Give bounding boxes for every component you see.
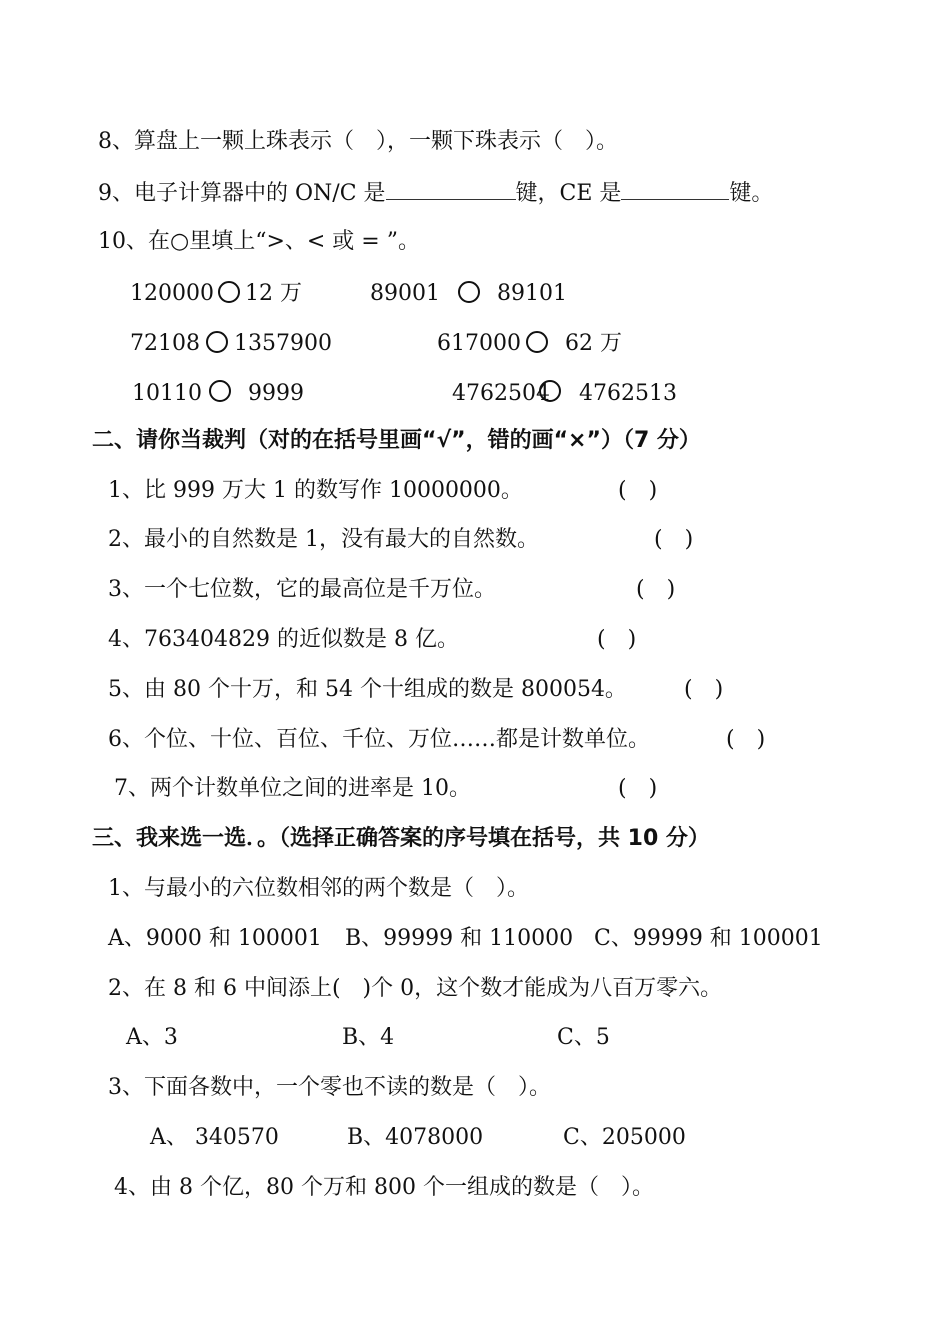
option-a[interactable]: A、3 <box>126 1025 178 1050</box>
option-c[interactable]: C、205000 <box>563 1125 686 1150</box>
judge-item-6: 6、个位、十位、百位、千位、万位……都是计数单位。 <box>108 727 650 752</box>
choice-question-2: 2、在 8 和 6 中间添上( )个 0，这个数才能成为八百万零六。 <box>108 976 723 1001</box>
judge-item-4: 4、763404829 的近似数是 8 亿。 <box>108 627 459 652</box>
judge-paren[interactable]: ( ) <box>636 577 676 602</box>
compare-right: 9999 <box>248 381 304 406</box>
compare-left: 89001 <box>370 281 440 306</box>
question-9-part-c: 键。 <box>729 181 774 206</box>
judge-item-7: 7、两个计数单位之间的进率是 10。 <box>114 776 471 801</box>
answer-blank[interactable] <box>621 177 729 200</box>
compare-right: 4762513 <box>579 381 677 406</box>
compare-left: 617000 <box>437 331 521 356</box>
choice-question-3: 3、下面各数中，一个零也不读的数是（ ）。 <box>108 1075 551 1100</box>
compare-left: 10110 <box>132 381 202 406</box>
option-b[interactable]: B、4078000 <box>347 1125 484 1150</box>
question-9-part-b: 键，CE 是 <box>515 181 622 206</box>
judge-paren[interactable]: ( ) <box>726 727 766 752</box>
judge-item-1: 1、比 999 万大 1 的数写作 10000000。 <box>108 478 523 503</box>
question-10: 10、在○里填上“>、< 或 = ”。 <box>98 229 420 254</box>
judge-paren[interactable]: ( ) <box>684 677 724 702</box>
compare-left: 120000 <box>130 281 214 306</box>
compare-circle[interactable] <box>209 380 231 402</box>
choice-question-4: 4、由 8 个亿，80 个万和 800 个一组成的数是（ ）。 <box>114 1175 654 1200</box>
section-2-title: 二、请你当裁判（对的在括号里画“√”，错的画“×”）（7 分） <box>92 428 701 453</box>
compare-right: 1357900 <box>234 331 332 356</box>
judge-item-2: 2、最小的自然数是 1，没有最大的自然数。 <box>108 527 539 552</box>
compare-circle[interactable] <box>458 281 480 303</box>
judge-paren[interactable]: ( ) <box>597 627 637 652</box>
question-9 <box>98 177 773 209</box>
answer-blank[interactable] <box>386 177 516 200</box>
option-b[interactable]: B、99999 和 110000 <box>345 926 574 951</box>
judge-paren[interactable]: ( ) <box>654 527 694 552</box>
judge-paren[interactable]: ( ) <box>618 776 658 801</box>
choice-question-1: 1、与最小的六位数相邻的两个数是（ ）。 <box>108 876 529 901</box>
option-a[interactable]: A、9000 和 100001 <box>108 926 322 951</box>
judge-item-5: 5、由 80 个十万，和 54 个十组成的数是 800054。 <box>108 677 627 702</box>
judge-paren[interactable]: ( ) <box>618 478 658 503</box>
option-c[interactable]: C、99999 和 100001 <box>594 926 823 951</box>
question-8: 8、算盘上一颗上珠表示（ ），一颗下珠表示（ ）。 <box>98 129 618 154</box>
compare-right: 12 万 <box>245 281 302 306</box>
compare-circle[interactable] <box>218 281 240 303</box>
compare-right: 62 万 <box>565 331 622 356</box>
compare-right: 89101 <box>497 281 567 306</box>
compare-circle[interactable] <box>539 380 561 402</box>
option-b[interactable]: B、4 <box>342 1025 395 1050</box>
option-c[interactable]: C、5 <box>557 1025 610 1050</box>
question-9-part-a: 9、电子计算器中的 ON/C 是 <box>98 181 386 206</box>
compare-left: 72108 <box>130 331 200 356</box>
compare-left: 4762504 <box>452 381 550 406</box>
compare-circle[interactable] <box>526 331 548 353</box>
judge-item-3: 3、一个七位数，它的最高位是千万位。 <box>108 577 496 602</box>
compare-circle[interactable] <box>206 331 228 353</box>
section-3-title: 三、我来选一选．。（选择正确答案的序号填在括号，共 10 分） <box>92 826 710 851</box>
option-a[interactable]: A、 340570 <box>150 1125 279 1150</box>
